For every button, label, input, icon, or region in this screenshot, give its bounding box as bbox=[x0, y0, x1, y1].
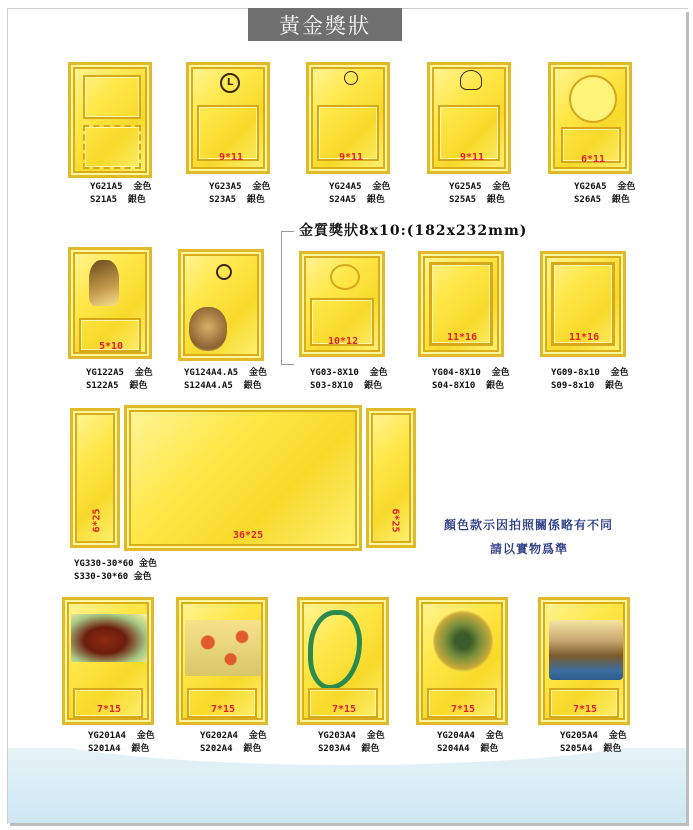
emblem-icon bbox=[460, 70, 482, 90]
snake-picture bbox=[308, 610, 362, 690]
certificate-yg09-8x10[interactable] bbox=[540, 251, 626, 357]
product-code: YG122A5 金色 S122A5 銀色 bbox=[86, 368, 153, 391]
product-code: YG203A4 金色 S203A4 銀色 bbox=[318, 731, 385, 754]
size-label: 11*16 bbox=[447, 332, 478, 343]
size-label: 10*12 bbox=[328, 336, 359, 347]
certificate-yg23a5[interactable] bbox=[186, 62, 270, 174]
lion-head-picture bbox=[189, 307, 227, 351]
certificate-yg26a5[interactable] bbox=[548, 62, 632, 174]
product-code: YG21A5 金色 S21A5 銀色 bbox=[90, 182, 152, 205]
product-code: YG201A4 金色 S201A4 銀色 bbox=[88, 731, 155, 754]
color-disclaimer-2: 請以實物爲準 bbox=[490, 542, 569, 556]
lion-emblem-icon bbox=[216, 264, 232, 280]
certificate-yg03-8x10[interactable] bbox=[299, 251, 385, 357]
size-label: 9*11 bbox=[460, 152, 485, 163]
page-title: 黃金獎狀 bbox=[248, 8, 402, 41]
product-code: YG26A5 金色 S26A5 銀色 bbox=[574, 182, 636, 205]
product-code: YG330-30*60 金色 S330-30*60 金色 bbox=[74, 559, 158, 582]
size-label: 6*25 bbox=[389, 508, 401, 533]
lion-emblem-icon: L bbox=[220, 73, 240, 93]
product-code: YG205A4 金色 S205A4 銀色 bbox=[560, 731, 627, 754]
certificate-yg24a5[interactable] bbox=[306, 62, 390, 174]
sailing-ship-picture bbox=[549, 620, 623, 680]
product-code: YG24A5 金色 S24A5 銀色 bbox=[329, 182, 391, 205]
round-medallion bbox=[569, 75, 617, 123]
product-code: YG25A5 金色 S25A5 銀色 bbox=[449, 182, 511, 205]
eagle-picture bbox=[89, 260, 119, 306]
color-disclaimer: 顏色款示因拍照關係略有不同 bbox=[444, 518, 614, 532]
horse-picture bbox=[71, 614, 147, 662]
size-label: 11*16 bbox=[569, 332, 600, 343]
size-label: 5*10 bbox=[99, 341, 124, 352]
certificate-yg122a5[interactable] bbox=[68, 247, 152, 359]
certificate-yg202a4[interactable] bbox=[176, 597, 268, 725]
emblem-icon bbox=[344, 71, 358, 85]
size-label: 9*11 bbox=[339, 152, 364, 163]
frame-shadow bbox=[686, 12, 689, 826]
wreath-emblem bbox=[330, 264, 360, 290]
size-label: 7*15 bbox=[573, 704, 598, 715]
certificate-yg201a4[interactable] bbox=[62, 597, 154, 725]
certificate-yg21a5[interactable] bbox=[68, 62, 152, 178]
product-code: YG124A4.A5 金色 S124A4.A5 銀色 bbox=[184, 368, 268, 391]
certificate-yg205a4[interactable] bbox=[538, 597, 630, 725]
spec-heading: 金質獎狀8x10:(182x232mm) bbox=[299, 223, 528, 239]
certificate-yg25a5[interactable] bbox=[427, 62, 511, 174]
certificate-yg330-right-panel[interactable] bbox=[366, 408, 416, 548]
product-code: YG03-8X10 金色 S03-8X10 銀色 bbox=[310, 368, 388, 391]
size-label: 6*25 bbox=[91, 508, 103, 533]
dragon-picture bbox=[433, 610, 493, 672]
bracket-divider bbox=[281, 231, 294, 365]
certificate-yg124a4[interactable] bbox=[178, 249, 264, 361]
size-label: 6*11 bbox=[581, 154, 606, 165]
size-label: 7*15 bbox=[451, 704, 476, 715]
product-code: YG23A5 金色 S23A5 銀色 bbox=[209, 182, 271, 205]
size-label: 36*25 bbox=[233, 530, 264, 541]
certificate-yg04-8x10[interactable] bbox=[418, 251, 504, 357]
certificate-yg330-left-panel[interactable] bbox=[70, 408, 120, 548]
size-label: 7*15 bbox=[97, 704, 122, 715]
product-code: YG04-8X10 金色 S04-8X10 銀色 bbox=[432, 368, 510, 391]
product-code: YG204A4 金色 S204A4 銀色 bbox=[437, 731, 504, 754]
certificate-yg203a4[interactable] bbox=[297, 597, 389, 725]
certificate-yg330-center-panel[interactable] bbox=[124, 405, 362, 551]
koi-picture bbox=[185, 620, 261, 676]
certificate-yg204a4[interactable] bbox=[416, 597, 508, 725]
size-label: 7*15 bbox=[332, 704, 357, 715]
size-label: 9*11 bbox=[219, 152, 244, 163]
product-code: YG09-8x10 金色 S09-8x10 銀色 bbox=[551, 368, 629, 391]
product-code: YG202A4 金色 S202A4 銀色 bbox=[200, 731, 267, 754]
size-label: 7*15 bbox=[211, 704, 236, 715]
